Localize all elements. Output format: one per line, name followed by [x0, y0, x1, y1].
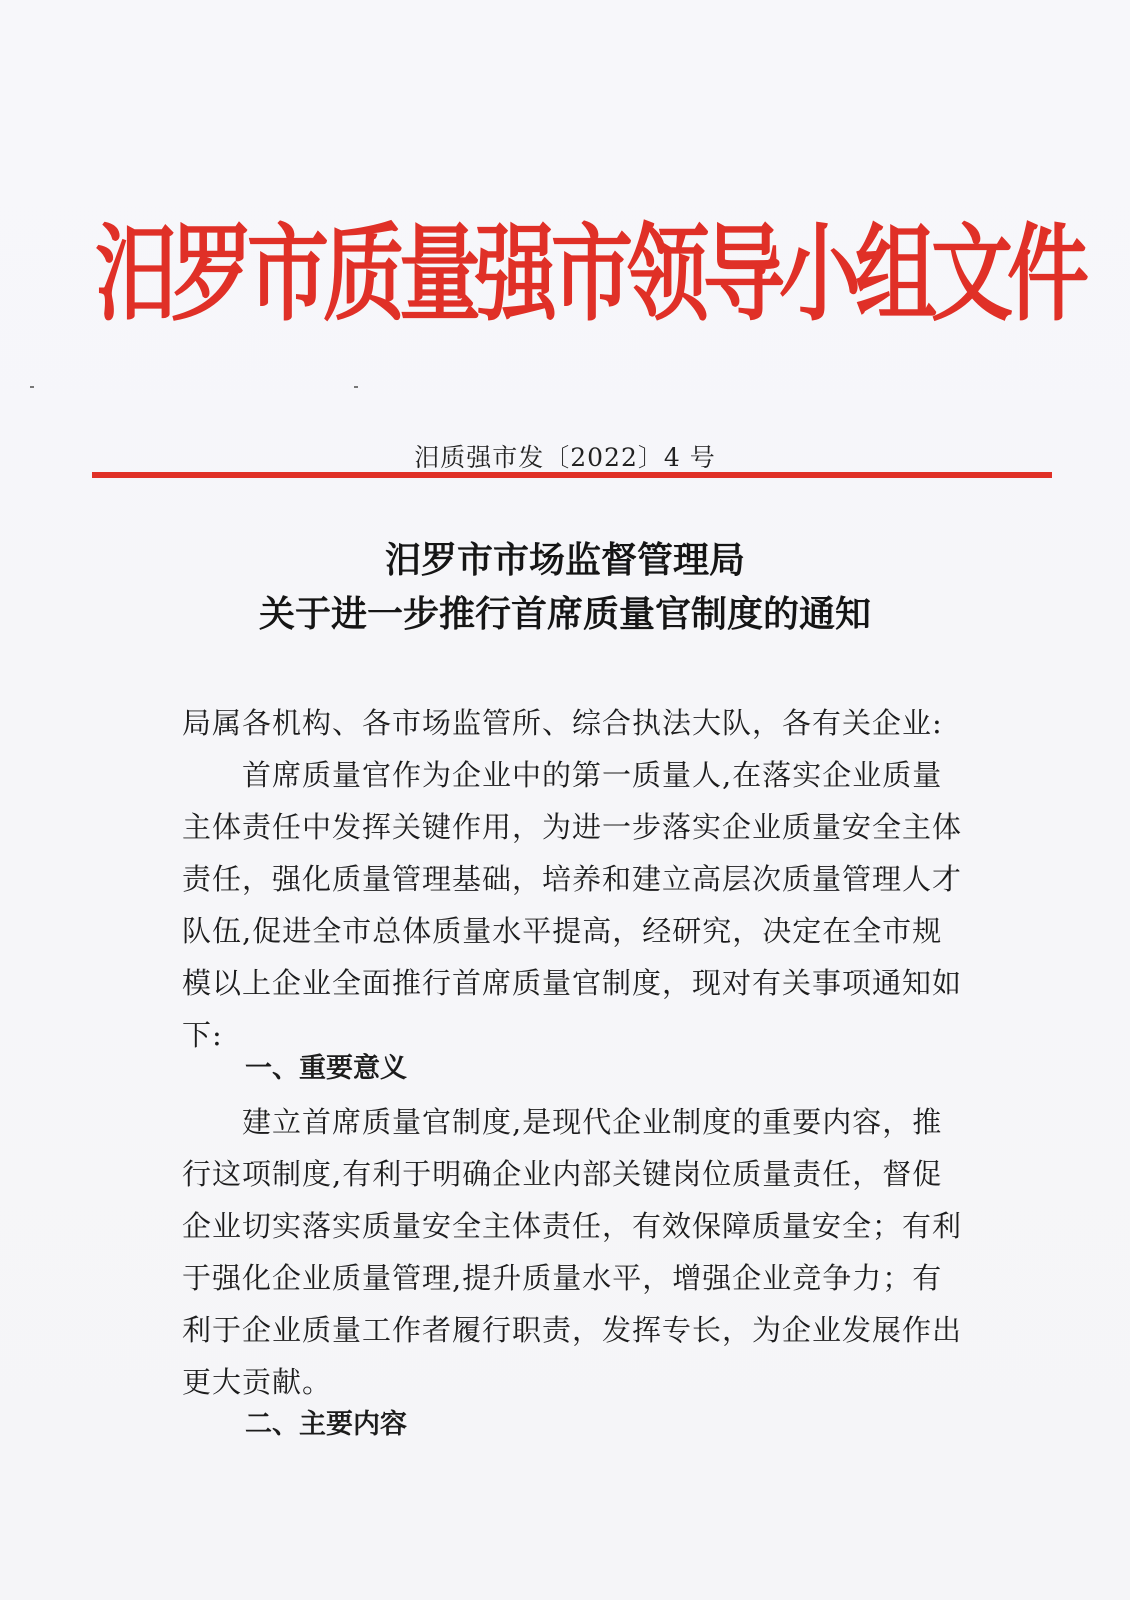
paragraph-intro: 首席质量官作为企业中的第一质量人,在落实企业质量主体责任中发挥关键作用，为进一步落实企业质量安全主体责任，强化质量管理基础，培养和建立高层次质量管理人才队伍,促进全市总体质量水平提高，经研究，决定在全市规模以上企业全面推行首席质量官制度，现对有关事项通知如下:	[182, 758, 963, 1052]
scan-speck	[354, 386, 358, 388]
section-heading-main-content: 二、主要内容	[245, 1409, 407, 1440]
document-number: 汨质强市发〔2022〕4 号	[414, 443, 716, 472]
salutation: 局属各机构、各市场监管所、综合执法大队，各有关企业:	[182, 706, 943, 740]
section-heading-significance: 一、重要意义	[245, 1053, 407, 1084]
paragraph-significance: 建立首席质量官制度,是现代企业制度的重要内容，推行这项制度,有利于明确企业内部关键岗位质量责任，督促企业切实落实质量安全主体责任，有效保障质量安全；有利于强化企业质量管理,提升质量水平，增强企业竞争力；有利于企业质量工作者履行职责，发挥专长，为企业发展作出更大贡献。	[182, 1105, 963, 1399]
scan-speck	[30, 386, 34, 388]
notice-title-line1: 汨罗市市场监督管理局	[384, 539, 745, 581]
document-header-title: 汨罗市质量强市领导小组文件	[95, 214, 1084, 337]
notice-title-line2: 关于进一步推行首席质量官制度的通知	[258, 593, 871, 635]
red-separator-line	[92, 472, 1052, 478]
